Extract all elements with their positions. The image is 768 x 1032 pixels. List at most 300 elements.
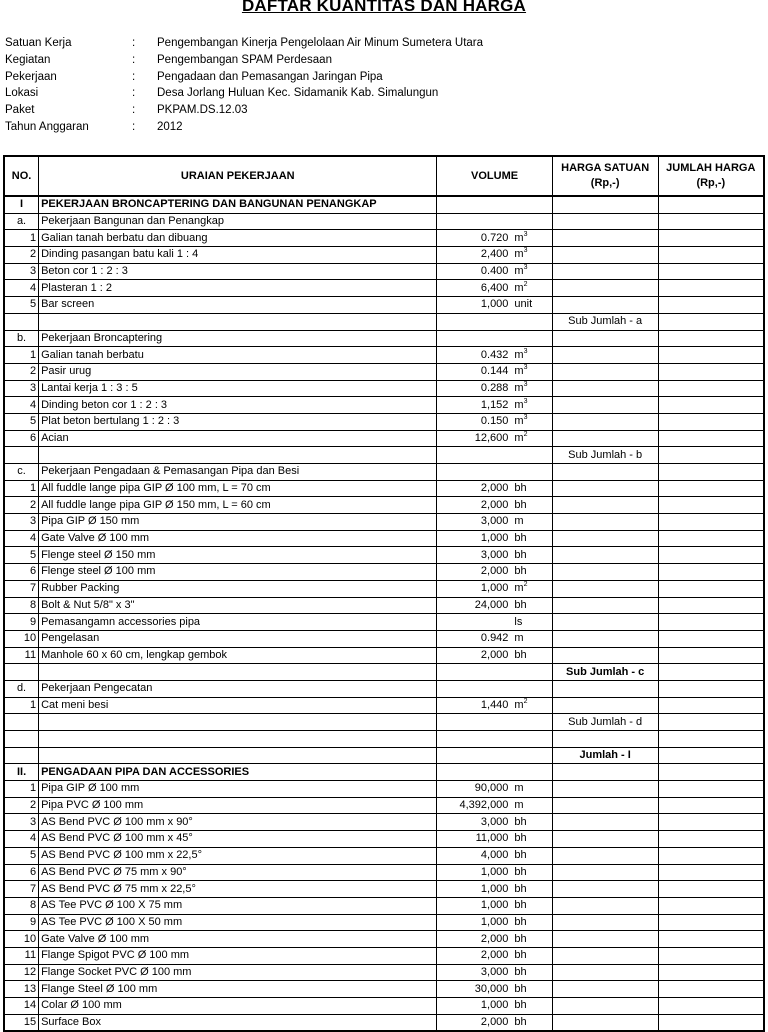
row-no: 9 (4, 614, 39, 631)
project-info-value: PKPAM.DS.12.03 (157, 104, 248, 117)
row-no: II. (4, 764, 39, 781)
row-volume (437, 914, 552, 931)
row-no: 5 (4, 413, 39, 430)
unit-text: m (514, 348, 524, 361)
row-volume (437, 196, 552, 213)
row-volume (437, 480, 552, 497)
row-volume (437, 747, 552, 764)
header-total-price-line2: (Rp,-) (696, 177, 726, 189)
row-volume (437, 430, 552, 447)
row-description: AS Bend PVC Ø 75 mm x 90° (39, 864, 437, 881)
project-info-value: Pengembangan SPAM Perdesaan (157, 53, 332, 66)
unit-text: m (514, 265, 524, 278)
table-row (4, 897, 764, 914)
row-unit-price (552, 230, 658, 247)
row-volume (437, 580, 552, 597)
row-no: 4 (4, 397, 39, 414)
unit-text: bh (514, 882, 527, 895)
row-total-price (658, 881, 764, 898)
row-unit-price (552, 897, 658, 914)
volume-value: 1,000 (480, 298, 509, 311)
table-row (4, 564, 764, 581)
volume-value: 2,000 (480, 565, 509, 578)
volume-unit (508, 865, 549, 880)
row-description: All fuddle lange pipa GIP Ø 100 mm, L = 70 cm (39, 480, 437, 497)
row-volume (437, 731, 552, 748)
volume-unit (508, 631, 549, 646)
row-unit-price (552, 247, 658, 264)
unit-exponent: 2 (523, 280, 528, 288)
table-row (4, 263, 764, 280)
row-total-price (658, 464, 764, 481)
unit-text: m (514, 398, 524, 411)
subtotal-row (4, 447, 764, 464)
table-row (4, 981, 764, 998)
row-no (4, 714, 39, 731)
volume-unit (508, 564, 549, 579)
project-info-row (5, 71, 483, 88)
row-no: 1 (4, 347, 39, 364)
row-description: Pipa PVC Ø 100 mm (39, 797, 437, 814)
row-no: 6 (4, 864, 39, 881)
row-unit-price (552, 330, 658, 347)
row-total-price (658, 1014, 764, 1031)
volume-unit (508, 848, 549, 863)
row-unit-price (552, 731, 658, 748)
row-volume (437, 347, 552, 364)
row-no: a. (4, 213, 39, 230)
volume-value: 0.942 (480, 632, 509, 645)
row-description (39, 747, 437, 764)
volume-value: 30,000 (474, 982, 509, 995)
row-volume (437, 814, 552, 831)
table-row (4, 881, 764, 898)
row-description (39, 313, 437, 330)
row-volume (437, 363, 552, 380)
unit-exponent: 3 (523, 364, 528, 372)
unit-exponent: 3 (523, 264, 528, 272)
row-total-price (658, 413, 764, 430)
unit-text: bh (514, 999, 527, 1012)
table-row (4, 430, 764, 447)
volume-value: 1,000 (480, 582, 509, 595)
row-unit-price (552, 947, 658, 964)
volume-unit (508, 297, 549, 312)
project-info-value: Pengembangan Kinerja Pengelolaan Air Minum Sumetera Utara (157, 37, 484, 49)
row-total-price (658, 530, 764, 547)
row-total-price (658, 781, 764, 798)
row-total-price (658, 847, 764, 864)
row-unit-price (552, 547, 658, 564)
row-no: 1 (4, 697, 39, 714)
row-no: 4 (4, 831, 39, 848)
row-volume (437, 664, 552, 681)
row-total-price (658, 263, 764, 280)
volume-unit (508, 998, 549, 1013)
row-unit-price (552, 931, 658, 948)
row-total-price (658, 831, 764, 848)
row-total-price (658, 247, 764, 264)
project-info-label: Tahun Anggaran (5, 120, 89, 133)
row-total-price (658, 230, 764, 247)
quantity-price-table (3, 155, 765, 1032)
row-volume (437, 380, 552, 397)
row-no: c. (4, 464, 39, 481)
project-info-colon: : (132, 87, 136, 100)
volume-unit (508, 414, 549, 429)
row-description (39, 664, 437, 681)
table-body (4, 196, 764, 1031)
row-no: 2 (4, 247, 39, 264)
row-description: Pekerjaan Bangunan dan Penangkap (39, 213, 437, 230)
unit-text: bh (514, 1016, 527, 1029)
row-unit-price (552, 580, 658, 597)
row-volume (437, 530, 552, 547)
unit-exponent: 3 (523, 347, 528, 355)
row-no: 2 (4, 363, 39, 380)
row-description: AS Tee PVC Ø 100 X 75 mm (39, 897, 437, 914)
volume-unit (508, 498, 549, 513)
row-description: PENGADAAN PIPA DAN ACCESSORIES (39, 764, 437, 781)
row-no: 3 (4, 263, 39, 280)
table-row (4, 280, 764, 297)
row-description: AS Bend PVC Ø 75 mm x 22,5° (39, 881, 437, 898)
volume-unit (508, 615, 549, 630)
volume-value: 1,000 (480, 915, 509, 928)
row-total-price (658, 947, 764, 964)
unit-text: bh (514, 982, 527, 995)
row-unit-price (552, 814, 658, 831)
row-description: AS Bend PVC Ø 100 mm x 90° (39, 814, 437, 831)
header-unit-price (552, 156, 658, 196)
row-volume (437, 797, 552, 814)
row-description: Flange Socket PVC Ø 100 mm (39, 964, 437, 981)
row-volume (437, 981, 552, 998)
table-row (4, 797, 764, 814)
row-no: 12 (4, 964, 39, 981)
unit-exponent: 2 (523, 697, 528, 705)
row-volume (437, 864, 552, 881)
row-no: 10 (4, 630, 39, 647)
project-info-colon: : (132, 70, 136, 83)
project-info-colon: : (132, 53, 136, 66)
row-unit-price (552, 263, 658, 280)
document-title: DAFTAR KUANTITAS DAN HARGA (241, 0, 527, 15)
subtotal-amount (658, 747, 764, 764)
row-volume (437, 597, 552, 614)
project-info-colon: : (132, 120, 136, 133)
row-volume (437, 547, 552, 564)
unit-text: unit (514, 298, 533, 311)
row-volume (437, 213, 552, 230)
row-description: Gate Valve Ø 100 mm (39, 931, 437, 948)
volume-unit (508, 431, 549, 446)
table-row (4, 947, 764, 964)
subtotal-amount (658, 313, 764, 330)
row-no: 2 (4, 797, 39, 814)
row-description: Plat beton bertulang 1 : 2 : 3 (39, 413, 437, 430)
table-row (4, 914, 764, 931)
row-description: Galian tanah berbatu (39, 347, 437, 364)
row-total-price (658, 597, 764, 614)
row-volume (437, 931, 552, 948)
unit-exponent: 3 (523, 380, 528, 388)
table-row (4, 964, 764, 981)
row-no: 5 (4, 847, 39, 864)
volume-unit (508, 348, 549, 363)
row-description: AS Bend PVC Ø 100 mm x 45° (39, 831, 437, 848)
row-unit-price (552, 564, 658, 581)
row-description: Bar screen (39, 297, 437, 314)
row-description: Acian (39, 430, 437, 447)
row-total-price (658, 397, 764, 414)
row-unit-price (552, 297, 658, 314)
header-total-price (658, 156, 764, 196)
subtotal-row (4, 714, 764, 731)
unit-text: bh (514, 932, 527, 945)
table-row (4, 413, 764, 430)
row-no: 13 (4, 981, 39, 998)
table-row (4, 647, 764, 664)
row-description: All fuddle lange pipa GIP Ø 150 mm, L = 60 cm (39, 497, 437, 514)
group-row (4, 680, 764, 697)
group-row (4, 213, 764, 230)
subtotal-label: Jumlah - I (552, 747, 658, 764)
row-volume (437, 497, 552, 514)
table-row (4, 864, 764, 881)
row-volume (437, 764, 552, 781)
row-volume (437, 881, 552, 898)
volume-unit (508, 882, 549, 897)
row-unit-price (552, 630, 658, 647)
row-unit-price (552, 797, 658, 814)
row-description: Flange Spigot PVC Ø 100 mm (39, 947, 437, 964)
row-total-price (658, 797, 764, 814)
table-row (4, 247, 764, 264)
unit-text: bh (514, 949, 527, 962)
volume-value: 2,000 (480, 482, 509, 495)
table-row (4, 297, 764, 314)
row-description: Pekerjaan Pengadaan & Pemasangan Pipa dan Besi (39, 464, 437, 481)
volume-value: 11,000 (475, 832, 509, 845)
volume-value: 2,000 (480, 1016, 509, 1029)
volume-value: 3,000 (480, 548, 509, 561)
row-no (4, 447, 39, 464)
row-description: Plasteran 1 : 2 (39, 280, 437, 297)
volume-unit (508, 548, 549, 563)
row-volume (437, 330, 552, 347)
unit-text: bh (514, 565, 527, 578)
project-info-row (5, 87, 483, 104)
row-volume (437, 514, 552, 531)
row-total-price (658, 697, 764, 714)
project-info-row (5, 121, 483, 138)
volume-unit (508, 264, 549, 279)
table-row (4, 697, 764, 714)
unit-text: bh (514, 865, 527, 878)
row-volume (437, 647, 552, 664)
unit-text: m (514, 799, 524, 812)
header-no: NO. (4, 156, 39, 196)
subtotal-amount (658, 447, 764, 464)
unit-text: bh (514, 482, 527, 495)
row-total-price (658, 764, 764, 781)
unit-text: bh (514, 598, 527, 611)
row-unit-price (552, 914, 658, 931)
row-unit-price (552, 597, 658, 614)
volume-unit (508, 648, 549, 663)
volume-unit (508, 514, 549, 529)
volume-unit (508, 698, 549, 713)
row-total-price (658, 814, 764, 831)
volume-value: 1,000 (480, 865, 509, 878)
table-row (4, 931, 764, 948)
volume-value: 0.150 (480, 415, 509, 428)
volume-value: 4,392,000 (459, 799, 509, 812)
unit-text: bh (514, 832, 527, 845)
subtotal-label: Sub Jumlah - d (552, 714, 658, 731)
project-info-value: Pengadaan dan Pemasangan Jaringan Pipa (157, 70, 383, 83)
row-volume (437, 413, 552, 430)
unit-exponent: 3 (523, 230, 528, 238)
row-volume (437, 280, 552, 297)
unit-text: m (514, 431, 524, 444)
unit-text: bh (514, 498, 527, 511)
row-unit-price (552, 647, 658, 664)
volume-unit (508, 247, 549, 262)
row-total-price (658, 514, 764, 531)
row-unit-price (552, 196, 658, 213)
volume-value: 1,000 (480, 882, 509, 895)
row-description: PEKERJAAN BRONCAPTERING DAN BANGUNAN PENANGKAP (39, 196, 437, 213)
row-volume (437, 313, 552, 330)
row-total-price (658, 564, 764, 581)
volume-unit (508, 898, 549, 913)
project-info (5, 37, 483, 138)
row-description: Pemasangamn accessories pipa (39, 614, 437, 631)
table-row (4, 580, 764, 597)
unit-text: bh (514, 648, 527, 661)
volume-unit (508, 781, 549, 796)
row-description: Bolt & Nut 5/8" x 3" (39, 597, 437, 614)
row-no: 4 (4, 530, 39, 547)
row-description: Cat meni besi (39, 697, 437, 714)
row-no: 7 (4, 580, 39, 597)
table-row (4, 831, 764, 848)
volume-value: 2,000 (480, 932, 509, 945)
unit-exponent: 2 (523, 581, 528, 589)
unit-text: bh (514, 815, 527, 828)
row-volume (437, 947, 552, 964)
row-total-price (658, 614, 764, 631)
subtotal-amount (658, 664, 764, 681)
row-total-price (658, 297, 764, 314)
row-unit-price (552, 831, 658, 848)
volume-value: 90,000 (474, 782, 509, 795)
unit-text: m (514, 698, 524, 711)
project-info-row (5, 37, 483, 54)
row-unit-price (552, 397, 658, 414)
row-total-price (658, 630, 764, 647)
subtotal-label: Sub Jumlah - c (552, 664, 658, 681)
row-description: Lantai kerja 1 : 3 : 5 (39, 380, 437, 397)
row-total-price (658, 196, 764, 213)
row-unit-price (552, 464, 658, 481)
row-description (39, 731, 437, 748)
volume-unit (508, 481, 549, 496)
row-volume (437, 897, 552, 914)
row-description: Pasir urug (39, 363, 437, 380)
table-row (4, 480, 764, 497)
volume-value: 2,000 (480, 648, 509, 661)
unit-text: m (514, 381, 524, 394)
row-volume (437, 697, 552, 714)
volume-unit (508, 798, 549, 813)
row-total-price (658, 363, 764, 380)
volume-value: 0.144 (480, 365, 509, 378)
row-no: 6 (4, 430, 39, 447)
table-row (4, 814, 764, 831)
project-info-label: Lokasi (5, 87, 39, 100)
row-volume (437, 964, 552, 981)
row-unit-price (552, 530, 658, 547)
row-no: 7 (4, 881, 39, 898)
volume-value: 0.720 (480, 231, 509, 244)
unit-exponent: 3 (523, 247, 528, 255)
volume-value: 2,000 (480, 949, 509, 962)
unit-exponent: 3 (523, 414, 528, 422)
row-unit-price (552, 480, 658, 497)
row-total-price (658, 480, 764, 497)
volume-unit (508, 381, 549, 396)
row-description: Pengelasan (39, 630, 437, 647)
table-row (4, 380, 764, 397)
unit-text: m (514, 248, 524, 261)
row-no (4, 664, 39, 681)
row-volume (437, 230, 552, 247)
row-description: Pekerjaan Broncaptering (39, 330, 437, 347)
row-unit-price (552, 964, 658, 981)
row-description: Colar Ø 100 mm (39, 998, 437, 1015)
header-unit-price-line2: (Rp,-) (590, 177, 620, 189)
unit-text: m (514, 365, 524, 378)
row-unit-price (552, 781, 658, 798)
row-unit-price (552, 363, 658, 380)
row-total-price (658, 964, 764, 981)
row-unit-price (552, 213, 658, 230)
unit-text: bh (514, 548, 527, 561)
table-row (4, 547, 764, 564)
row-unit-price (552, 514, 658, 531)
volume-unit (508, 531, 549, 546)
table-row (4, 530, 764, 547)
project-info-value: 2012 (157, 120, 183, 133)
table-row (4, 347, 764, 364)
row-volume (437, 998, 552, 1015)
project-info-colon: : (132, 37, 136, 49)
row-no (4, 313, 39, 330)
row-no (4, 731, 39, 748)
row-no: b. (4, 330, 39, 347)
volume-value: 0.288 (480, 381, 509, 394)
row-description: Dinding beton cor 1 : 2 : 3 (39, 397, 437, 414)
row-total-price (658, 931, 764, 948)
row-volume (437, 397, 552, 414)
row-volume (437, 564, 552, 581)
row-description: Flenge steel Ø 100 mm (39, 564, 437, 581)
unit-text: bh (514, 532, 527, 545)
volume-value: 12,600 (474, 431, 509, 444)
